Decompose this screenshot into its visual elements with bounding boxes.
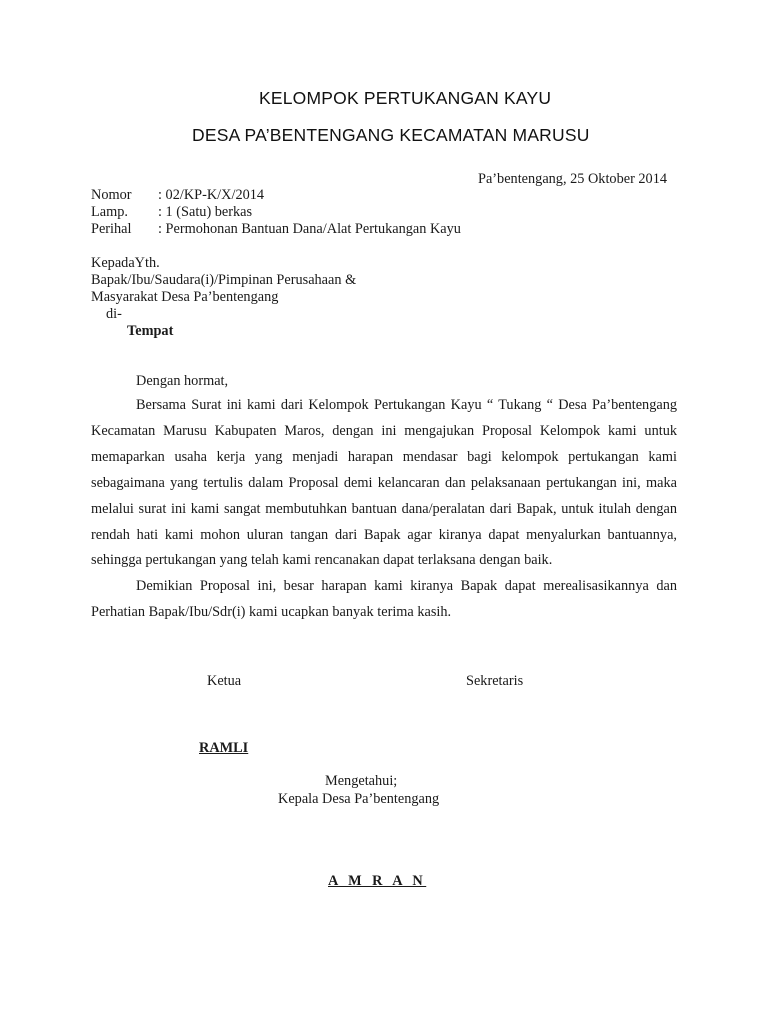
body-paragraph-2: Demikian Proposal ini, besar harapan kami kiranya Bapak dapat merealisasikannya dan Perhatian Bapak/Ibu/Sdr(i) kami ucapkan banyak terima kasih. [91,578,677,621]
signature-right-title: Sekretaris [466,673,524,689]
meta-lamp-value: : 1 (Satu) berkas [158,204,253,220]
recipient-place: Tempat [127,323,174,339]
signature-left-name: RAMLI [199,740,249,756]
meta-perihal-value: : Permohonan Bantuan Dana/Alat Pertukangan Kayu [158,221,461,237]
signature-left-title: Ketua [207,673,242,689]
letter-body [91,393,677,626]
recipient-line1: KepadaYth. [91,255,160,271]
place-date: Pa’bentengang, 25 Oktober 2014 [478,171,667,187]
known-label: Mengetahui; [325,773,398,789]
recipient-line3: Masyarakat Desa Pa’bentengang [91,289,279,305]
meta-nomor-value: : 02/KP-K/X/2014 [158,187,265,203]
greeting: Dengan hormat, [136,373,229,389]
meta-perihal-label: Perihal [91,221,132,237]
meta-perihal [91,221,461,238]
recipient-line2: Bapak/Ibu/Saudara(i)/Pimpinan Perusahaan & [91,272,357,288]
recipient-di: di- [106,306,122,322]
header-title-line2: DESA PA’BENTENGANG KECAMATAN MARUSU [192,125,590,145]
meta-lamp-label: Lamp. [91,204,128,220]
known-name: A M R A N [328,873,427,889]
meta-nomor [91,187,264,204]
meta-nomor-label: Nomor [91,187,132,203]
header-title-line1: KELOMPOK PERTUKANGAN KAYU [259,88,552,108]
body-paragraph-1: Bersama Surat ini kami dari Kelompok Pertukangan Kayu “ Tukang “ Desa Pa’bentengang Kecamatan Marusu Kabupaten Maros, dengan ini mengajukan Proposal Kelompok kami untuk memaparkan usaha kerja yang menjadi harapan mendasar bagi kelompok pertukangan kami sebagaimana yang tertulis dalam Proposal demi kelancaran dan pelaksanaan pertukangan ini, maka melalui surat ini kami sangat membutuhkan bantuan dana/peralatan dari Bapak, untuk itulah dengan rendah hati kami mohon uluran tangan dari Bapak agar kiranya dapat menyalurkan bantuannya, sehingga pertukangan yang telah kami rencanakan dapat terlaksana dengan baik. [91,397,677,569]
meta-lamp [91,204,252,221]
known-title: Kepala Desa Pa’bentengang [278,791,440,807]
